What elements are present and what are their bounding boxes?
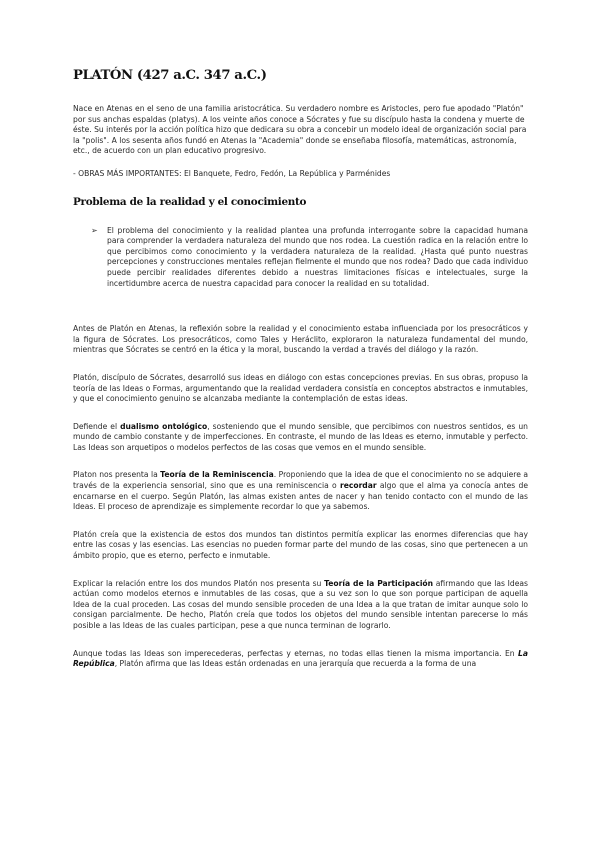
- text-run: Defiende el: [73, 421, 121, 431]
- text-run: Explicar la relación entre los dos mundos Platón nos presenta su: [73, 578, 325, 588]
- text-run: Aunque todas las Ideas son imperecederas, perfectas y eternas, no todas ellas tienen la misma importancia. En: [73, 648, 519, 658]
- bold-italic-term: La República: [73, 648, 528, 669]
- paragraph-jerarquia: [73, 649, 528, 670]
- text-run: , Platón afirma que las Ideas están ordenadas en una jerarquía que recuerda a la forma de una: [114, 659, 477, 669]
- paragraph-participacion: [73, 579, 528, 632]
- paragraph-esencias: Platón creía que la existencia de estos dos mundos tan distintos permitía explicar las enormes diferencias que hay entre las cosas y las esencias. Las esencias no pueden formar parte del mundo de las cosas, sino que pertenecen a un ámbito propio, que es eterno, perfecto e inmutable.: [73, 529, 528, 561]
- works-line: - OBRAS MÁS IMPORTANTES: El Banquete, Fedro, Fedón, La República y Parménides: [73, 168, 391, 178]
- bold-term: recordar: [339, 481, 377, 491]
- text-run: algo que el alma ya conocía antes de encarnarse en el cuerpo. Según Platón, las almas existen antes de nacer y han tenido contacto con el mundo de las Ideas. El proceso de aprendizaje es simplemente recordar lo que ya sabemos.: [73, 481, 529, 512]
- text-run: . Proponiendo que la idea de que el conocimiento no se adquiere a través de la experiencia sensorial, sino que es una reminiscencia o: [73, 470, 528, 491]
- bold-term: Teoría de la Participación: [324, 578, 434, 588]
- bullet-item: [73, 226, 528, 290]
- bold-term: dualismo ontológico: [120, 421, 208, 431]
- arrow-bullet-icon: ➢: [91, 225, 98, 235]
- paragraph-teoria-ideas: Platón, discípulo de Sócrates, desarrolló sus ideas en diálogo con estas concepciones previas. En sus obras, propuso la teoría de las Ideas o Formas, argumentando que la realidad verdadera consistía en conceptos abstractos e inmutables, y que el conocimiento genuino se alcanzaba mediante la contemplación de estas ideas.: [73, 372, 528, 404]
- paragraph-presocraticos: Antes de Platón en Atenas, la reflexión sobre la realidad y el conocimiento estaba influenciada por los presocráticos y la figura de Sócrates. Los presocráticos, como Tales y Heráclito, exploraron la naturaleza fundamental del mundo, mientras que Sócrates se centró en la ética y la moral, buscando la verdad a través del diálogo y la razón.: [73, 324, 528, 355]
- text-run: Platon nos presenta la: [73, 470, 161, 480]
- intro-paragraph: Nace en Atenas en el seno de una familia aristocrática. Su verdadero nombre es Aristocles, pero fue apodado "Platón" por sus anchas espaldas (platys). A los veinte años conoce a Sócrates y fue su discípulo hasta la condena y muerte de éste. Su interés por la acción política hizo que dedicara su obra a concebir un modelo ideal de organización social para la "polis". A los sesenta años fundó en Atenas la "Academia" donde se enseñaba filosofía, matemáticas, astronomía, etc., de acuerdo con un plan educativo progresivo.: [73, 104, 527, 156]
- paragraph-dualismo: [73, 422, 528, 454]
- text-run: , sosteniendo que el mundo sensible, que percibimos con nuestros sentidos, es un mundo de cambio constante y de imperfecciones. En contraste, el mundo de las Ideas es eterno, inmutable y perfecto. Las Ideas son arquetipos o modelos perfectos de las cosas que vemos en el mundo sensible.: [73, 421, 528, 452]
- bold-term: Teoría de la Reminiscencia: [160, 470, 274, 480]
- section-title: Problema de la realidad y el conocimiento: [73, 195, 307, 208]
- page-title: PLATÓN (427 a.C. 347 a.C.): [73, 68, 267, 83]
- text-run: afirmando que las Ideas actúan como modelos eternos e inmutables de las cosas, que a su vez son lo que son porque participan de aquella Idea de la cual proceden. Las cosas del mundo sensible proceden de una Idea a la que tratan de imitar aunque solo lo consigan parcialmente. De hecho, Platón creía que todos los objetos del mundo sensible intentan parecerse lo más posible a las Ideas de las cuales participan, pese a que nunca terminan de lograrlo.: [73, 578, 528, 630]
- document-content: [73, 68, 528, 687]
- paragraph-reminiscencia: [73, 470, 528, 512]
- bullet-text: El problema del conocimiento y la realidad plantea una profunda interrogante sobre la capacidad humana para comprender la verdadera naturaleza del mundo que nos rodea. La cuestión radica en la relación entre lo que percibimos como conocimiento y la verdadera naturaleza de la realidad. ¿Hasta qué punto nuestras percepciones y construcciones mentales reflejan fielmente el mundo que nos rodea? Dado que cada individuo puede percibir realidades diferentes debido a nuestras limitaciones físicas e intelectuales, surge la incertidumbre acerca de nuestra capacidad para conocer la realidad en su totalidad.: [107, 225, 528, 288]
